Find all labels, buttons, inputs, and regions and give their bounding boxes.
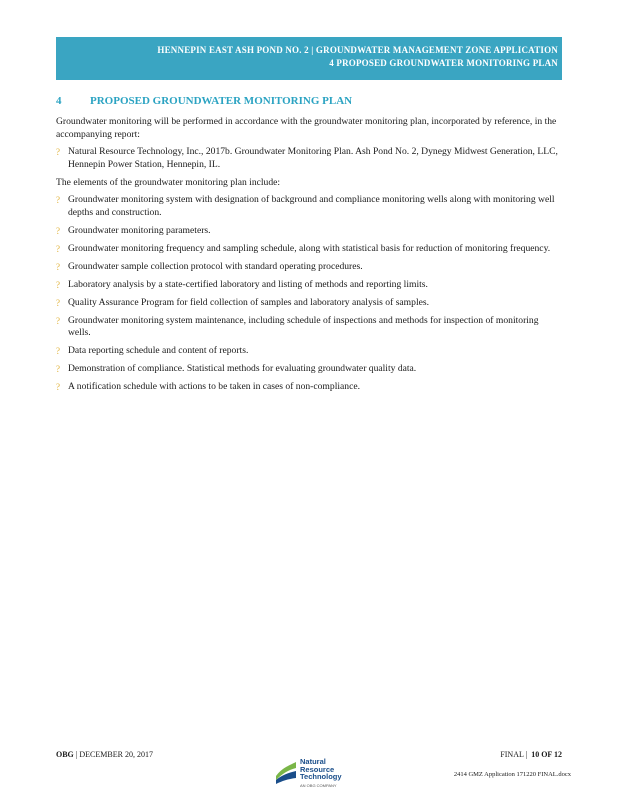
elements-intro: The elements of the groundwater monitoring plan include: xyxy=(56,176,281,188)
section-title: PROPOSED GROUNDWATER MONITORING PLAN xyxy=(90,95,353,107)
logo-mark-icon xyxy=(274,758,298,784)
plan-element-item xyxy=(56,315,562,340)
footer-date: DECEMBER 20, 2017 xyxy=(79,750,153,759)
logo-line-1: Natural xyxy=(300,757,326,766)
header-title: HENNEPIN EAST ASH POND NO. 2 | GROUNDWATER MANAGEMENT ZONE APPLICATION xyxy=(157,45,558,55)
footer-status: FINAL xyxy=(500,750,524,759)
plan-element-item-text: Data reporting schedule and content of reports. xyxy=(68,345,249,356)
header-subtitle: 4 PROPOSED GROUNDWATER MONITORING PLAN xyxy=(329,58,558,68)
bullet-icon: ? xyxy=(56,382,60,392)
plan-element-item-text: Laboratory analysis by a state-certified laboratory and listing of methods and reporting limits. xyxy=(68,278,428,290)
footer-right: FINAL | 10 OF 12 xyxy=(500,750,562,759)
plan-element-item xyxy=(56,279,562,292)
footer-page: 10 OF 12 xyxy=(531,750,562,759)
bullet-icon: ? xyxy=(56,279,60,290)
section-number: 4 xyxy=(56,95,62,107)
plan-element-item xyxy=(56,194,562,219)
bullet-icon: ? xyxy=(56,147,60,157)
logo-wordmark xyxy=(300,758,342,781)
bullet-icon: ? xyxy=(56,261,60,272)
reference-item-text: Natural Resource Technology, Inc., 2017b. Groundwater Monitoring Plan. Ash Pond No. 2, Dynegy Midwest Generation, LLC, Hennepin Power Station, Hennepin, IL. xyxy=(68,146,558,170)
plan-element-item-text: Groundwater monitoring system with designation of background and compliance monitoring wells along with monitoring well depths and construction. xyxy=(68,194,555,218)
bullet-icon: ? xyxy=(56,364,60,374)
bullet-icon: ? xyxy=(56,315,60,326)
plan-element-item xyxy=(56,297,562,310)
plan-element-item xyxy=(56,363,562,376)
plan-element-item xyxy=(56,261,562,274)
intro-paragraph: Groundwater monitoring will be performed in accordance with the groundwater monitoring plan, incorporated by reference, in the accompanying report: xyxy=(56,116,557,140)
elements-list xyxy=(56,194,562,394)
reference-list xyxy=(56,146,562,171)
logo-tagline: AN OBG COMPANY xyxy=(300,783,337,788)
header-band xyxy=(56,37,562,80)
plan-element-item-text: Groundwater monitoring parameters. xyxy=(68,224,211,236)
bullet-icon: ? xyxy=(56,243,60,254)
plan-element-item xyxy=(56,243,562,256)
body-content xyxy=(56,116,562,399)
company-logo xyxy=(274,758,354,792)
bullet-icon: ? xyxy=(56,297,60,308)
bullet-icon: ? xyxy=(56,195,60,205)
plan-element-item-text: Groundwater monitoring frequency and sampling schedule, along with statistical basis for reduction of monitoring frequency. xyxy=(68,242,551,254)
plan-element-item-text: Groundwater monitoring system maintenance, including schedule of inspections and methods for inspection of monitoring wells. xyxy=(68,314,539,338)
plan-element-item-text: Quality Assurance Program for field collection of samples and laboratory analysis of samples. xyxy=(68,296,430,308)
footer-left: OBG | DECEMBER 20, 2017 xyxy=(56,750,153,759)
section-heading xyxy=(56,95,352,107)
reference-item xyxy=(56,146,562,171)
footer-filename: 2414 GMZ Application 171220 FINAL.docx xyxy=(453,771,571,778)
footer-org: OBG xyxy=(56,750,74,759)
plan-element-item-text: A notification schedule with actions to be taken in cases of non-compliance. xyxy=(68,381,360,392)
bullet-icon: ? xyxy=(56,225,60,236)
logo-line-3: Technology xyxy=(300,772,342,782)
logo-line-2: Resource xyxy=(300,764,335,774)
plan-element-item xyxy=(56,345,562,358)
plan-element-item xyxy=(56,381,562,394)
plan-element-item-text: Demonstration of compliance. Statistical methods for evaluating groundwater quality data. xyxy=(68,363,417,374)
bullet-icon: ? xyxy=(56,346,60,356)
plan-element-item-text: Groundwater sample collection protocol with standard operating procedures. xyxy=(68,260,363,272)
plan-element-item xyxy=(56,225,562,238)
